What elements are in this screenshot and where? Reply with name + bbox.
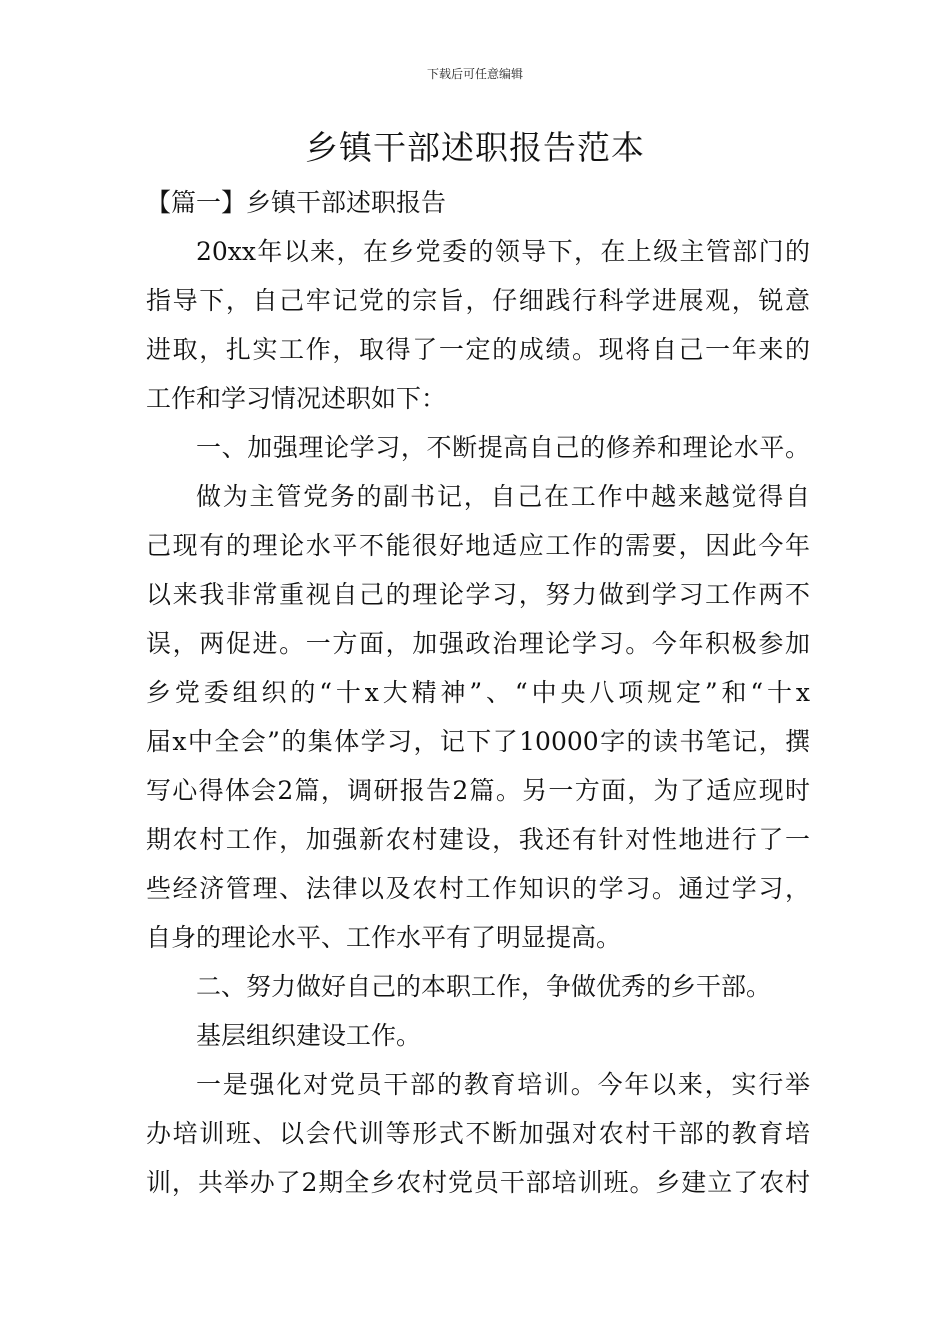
text-line: 一是强化对党员干部的教育培训。今年以来，实行举 [196, 1070, 810, 1099]
text-line: 己现有的理论水平不能很好地适应工作的需要，因此今年 [146, 531, 810, 560]
text-line: 误，两促进。一方面，加强政治理论学习。今年积极参加 [146, 629, 810, 658]
text-line: 二、努力做好自己的本职工作，争做优秀的乡干部。 [196, 972, 772, 1001]
document-body [146, 178, 810, 1207]
text-line: 期农村工作，加强新农村建设，我还有针对性地进行了一 [146, 825, 810, 854]
text-line: 进取，扎实工作，取得了一定的成绩。现将自己一年来的 [146, 335, 810, 364]
text-line: 工作和学习情况述职如下： [146, 384, 447, 413]
text-line: 【篇一】乡镇干部述职报告 [146, 188, 447, 217]
text-line: 一、加强理论学习，不断提高自己的修养和理论水平。 [196, 433, 810, 462]
text-line: 些经济管理、法律以及农村工作知识的学习。通过学习， [146, 874, 810, 903]
text-line: 自身的理论水平、工作水平有了明显提高。 [146, 923, 622, 952]
document-title: 乡镇干部述职报告范本 [305, 128, 645, 167]
text-line: 训，共举办了2期全乡农村党员干部培训班。乡建立了农村 [146, 1168, 810, 1197]
text-line: 届x中全会”的集体学习，记下了10000字的读书笔记，撰 [146, 727, 810, 756]
text-line: 以来我非常重视自己的理论学习，努力做到学习工作两不 [146, 580, 810, 609]
text-line: 20xx年以来，在乡党委的领导下，在上级主管部门的 [196, 237, 810, 266]
text-line: 乡党委组织的“十x大精神”、“中央八项规定”和“十x [146, 678, 810, 707]
text-line: 指导下，自己牢记党的宗旨，仔细践行科学进展观，锐意 [146, 286, 810, 315]
text-line: 做为主管党务的副书记，自己在工作中越来越觉得自 [196, 482, 810, 511]
text-line: 基层组织建设工作。 [196, 1021, 422, 1050]
text-line: 写心得体会2篇，调研报告2篇。另一方面，为了适应现时 [146, 776, 810, 805]
text-line: 办培训班、以会代训等形式不断加强对农村干部的教育培 [146, 1119, 810, 1148]
header-note: 下载后可任意编辑 [426, 67, 523, 81]
